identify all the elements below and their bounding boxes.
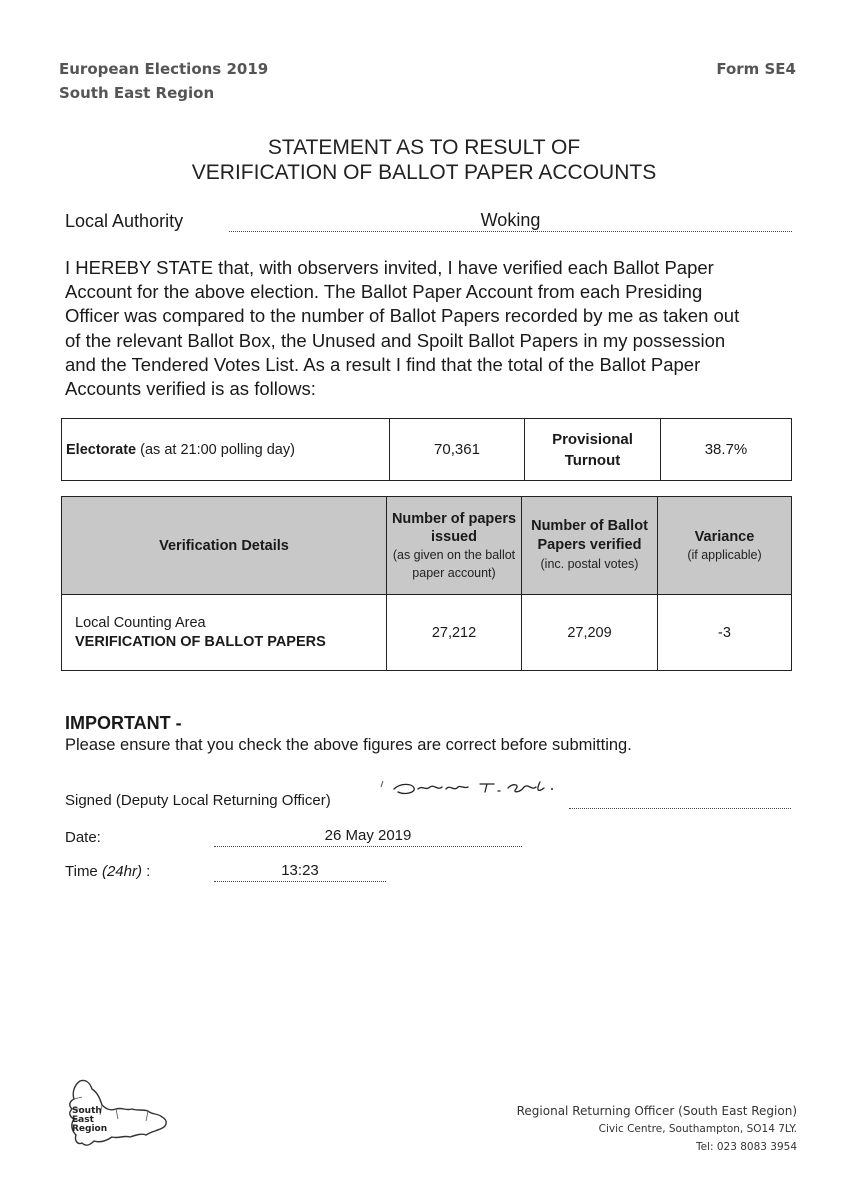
verification-description: VERIFICATION OF BALLOT PAPERS	[75, 633, 326, 650]
variance-value: -3	[718, 624, 731, 641]
statement-line: of the relevant Ballot Box, the Unused and Spoilt Ballot Papers in my possession	[65, 329, 726, 351]
title-line-1: STATEMENT AS TO RESULT OF	[267, 136, 581, 159]
electorate-table	[61, 418, 792, 481]
statement-line: and the Tendered Votes List. As a result I find that the total of the Ballot Paper	[65, 353, 701, 375]
electorate-label: Electorate	[66, 441, 137, 458]
important-text: Please ensure that you check the above figures are correct before submitting.	[65, 736, 632, 754]
verification-header-row	[62, 497, 792, 595]
statement-paragraph	[65, 256, 739, 401]
local-authority-field	[229, 210, 792, 232]
time-field	[214, 862, 386, 882]
header-verification-details	[62, 497, 387, 595]
header-verified-note: (inc. postal votes)	[540, 557, 639, 571]
footer-office: Regional Returning Officer (South East Region)	[516, 1104, 797, 1118]
electorate-row	[62, 419, 792, 481]
papers-verified-value: 27,209	[567, 624, 612, 641]
header-details-label: Verification Details	[159, 537, 289, 554]
counting-area-label: Local Counting Area	[75, 614, 206, 631]
footer-phone: Tel: 023 8083 3954	[695, 1141, 797, 1153]
turnout-value: 38.7%	[704, 441, 748, 458]
header-variance	[658, 497, 792, 595]
time-label	[65, 863, 150, 880]
local-authority-label: Local Authority	[65, 211, 184, 231]
date-label: Date:	[65, 829, 101, 846]
electorate-value-cell	[390, 419, 525, 481]
statement-line: Accounts verified is as follows:	[65, 378, 316, 400]
header-verified-line-1: Number of Ballot	[531, 518, 648, 534]
header-issued-line-2: issued	[431, 528, 477, 545]
statement-line: Officer was compared to the number of Ballot Papers recorded by me as taken out	[65, 305, 740, 327]
logo-line-2: East	[72, 1115, 94, 1125]
turnout-label-cell	[525, 419, 661, 481]
date-value: 26 May 2019	[324, 827, 412, 844]
time-value: 13:23	[281, 862, 319, 879]
local-authority-value: Woking	[480, 210, 541, 230]
header-variance-label: Variance	[694, 528, 755, 545]
header-verified-line-2: Papers verified	[537, 537, 642, 553]
papers-issued-cell	[387, 595, 522, 671]
time-label-prefix: Time	[65, 863, 102, 880]
header-issued-note-1: (as given on the ballot	[392, 547, 516, 562]
logo-line-3: Region	[72, 1124, 108, 1134]
turnout-label-line-1: Provisional	[552, 430, 633, 448]
election-name: European Elections 2019	[59, 60, 269, 78]
papers-issued-value: 27,212	[431, 624, 477, 641]
header-papers-verified	[522, 497, 658, 595]
form-code: Form SE4	[716, 60, 796, 78]
footer-address	[517, 1102, 797, 1156]
title-line-2: VERIFICATION OF BALLOT PAPER ACCOUNTS	[191, 161, 657, 184]
statement-line: Account for the above election. The Ballot Paper Account from each Presiding	[65, 281, 703, 303]
south-east-region-logo	[60, 1075, 170, 1155]
electorate-label-cell	[62, 419, 390, 481]
table-row	[62, 595, 792, 671]
header-papers-issued	[387, 497, 522, 595]
date-field	[214, 827, 522, 847]
region-name: South East Region	[59, 84, 215, 102]
time-label-suffix: :	[141, 863, 151, 880]
signed-label: Signed (Deputy Local Returning Officer)	[65, 792, 331, 809]
statement-line: I HEREBY STATE that, with observers invited, I have verified each Ballot Paper	[65, 257, 714, 278]
header-issued-note-2: paper account)	[412, 565, 496, 580]
verification-details-cell	[62, 595, 387, 671]
document-title	[0, 135, 848, 185]
papers-verified-cell	[522, 595, 658, 671]
time-label-italic: (24hr)	[101, 863, 142, 880]
footer-street: Civic Centre, Southampton, SO14 7LY.	[598, 1123, 797, 1135]
header-issued-line-1: Number of papers	[391, 510, 517, 527]
verification-table	[61, 496, 792, 671]
logo-text	[72, 1107, 107, 1134]
turnout-value-cell	[661, 419, 792, 481]
signature-line	[569, 790, 791, 809]
signature-mark	[380, 775, 560, 805]
logo-line-1: South	[72, 1106, 102, 1116]
electorate-value: 70,361	[434, 441, 480, 458]
turnout-label-line-2: Turnout	[564, 451, 621, 469]
important-heading: IMPORTANT -	[65, 713, 182, 733]
electorate-note: (as at 21:00 polling day)	[136, 441, 295, 458]
signature	[380, 775, 560, 810]
variance-cell	[658, 595, 792, 671]
header-variance-note: (if applicable)	[687, 547, 762, 562]
